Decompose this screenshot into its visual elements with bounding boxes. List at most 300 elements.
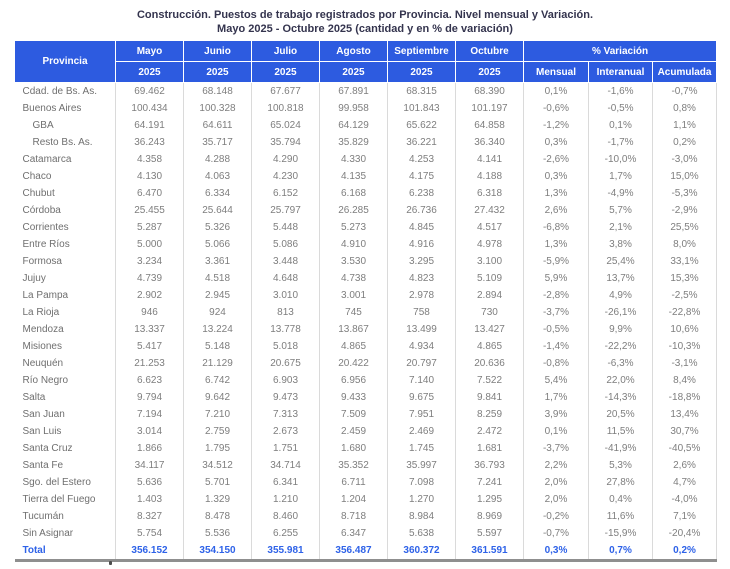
month-value-cell: 21.129 xyxy=(184,355,252,372)
variation-pct-cell: 11,6% xyxy=(589,508,653,525)
variation-pct-cell: -3,1% xyxy=(653,355,717,372)
month-value-cell: 25.797 xyxy=(252,202,320,219)
month-value-cell: 36.221 xyxy=(388,134,456,151)
month-value-cell: 7.951 xyxy=(388,406,456,423)
province-name-cell: Tierra del Fuego xyxy=(15,491,116,508)
month-value-cell: 6.318 xyxy=(456,185,524,202)
title-line-1: Construcción. Puestos de trabajo registrados por Provincia. Nivel mensual y Variación. xyxy=(136,9,594,21)
month-value-cell: 6.711 xyxy=(320,474,388,491)
month-value-cell: 21.253 xyxy=(116,355,184,372)
variation-pct-cell: -3,7% xyxy=(524,304,589,321)
month-value-cell: 5.000 xyxy=(116,236,184,253)
variation-pct-cell: -26,1% xyxy=(589,304,653,321)
month-value-cell: 6.255 xyxy=(252,525,320,542)
month-value-cell: 8.259 xyxy=(456,406,524,423)
table-row xyxy=(15,219,717,236)
month-value-cell: 4.739 xyxy=(116,270,184,287)
table-row xyxy=(15,304,717,321)
month-value-cell: 5.287 xyxy=(116,219,184,236)
month-value-cell: 64.858 xyxy=(456,117,524,134)
province-name-cell: Jujuy xyxy=(15,270,116,287)
variation-pct-cell: 22,0% xyxy=(589,372,653,389)
variation-pct-cell: 2,6% xyxy=(653,457,717,474)
province-name-cell: GBA xyxy=(15,117,116,134)
variation-pct-cell: 1,7% xyxy=(524,389,589,406)
province-name-cell: Resto Bs. As. xyxy=(15,134,116,151)
month-value-cell: 4.253 xyxy=(388,151,456,168)
province-name-cell: Entre Ríos xyxy=(15,236,116,253)
total-variation-pct-cell: 0,2% xyxy=(653,542,717,561)
month-value-cell: 1.403 xyxy=(116,491,184,508)
page-title xyxy=(0,8,730,37)
total-month-value-cell: 355.981 xyxy=(252,542,320,561)
variation-pct-cell: 0,2% xyxy=(653,134,717,151)
month-value-cell: 2.978 xyxy=(388,287,456,304)
province-name-cell: Santa Fe xyxy=(15,457,116,474)
month-value-cell: 5.417 xyxy=(116,338,184,355)
month-value-cell: 4.330 xyxy=(320,151,388,168)
month-value-cell: 3.295 xyxy=(388,253,456,270)
month-value-cell: 4.648 xyxy=(252,270,320,287)
variation-pct-cell: -0,8% xyxy=(524,355,589,372)
month-value-cell: 13.778 xyxy=(252,321,320,338)
province-name-cell: Corrientes xyxy=(15,219,116,236)
total-label-cell: Total xyxy=(15,542,116,561)
month-value-cell: 4.823 xyxy=(388,270,456,287)
month-value-cell: 924 xyxy=(184,304,252,321)
month-value-cell: 100.328 xyxy=(184,100,252,117)
month-value-cell: 65.024 xyxy=(252,117,320,134)
month-value-cell: 9.675 xyxy=(388,389,456,406)
month-value-cell: 35.352 xyxy=(320,457,388,474)
month-value-cell: 6.341 xyxy=(252,474,320,491)
month-value-cell: 100.434 xyxy=(116,100,184,117)
table-row xyxy=(15,270,717,287)
month-value-cell: 99.958 xyxy=(320,100,388,117)
table-row xyxy=(15,83,717,101)
month-value-cell: 4.288 xyxy=(184,151,252,168)
month-value-cell: 27.432 xyxy=(456,202,524,219)
month-value-cell: 1.751 xyxy=(252,440,320,457)
month-value-cell: 6.956 xyxy=(320,372,388,389)
table-row xyxy=(15,474,717,491)
month-value-cell: 5.326 xyxy=(184,219,252,236)
month-value-cell: 36.793 xyxy=(456,457,524,474)
header-row-2 xyxy=(15,62,717,83)
table-row xyxy=(15,100,717,117)
table-row xyxy=(15,508,717,525)
month-value-cell: 13.499 xyxy=(388,321,456,338)
variation-pct-cell: 2,0% xyxy=(524,474,589,491)
month-value-cell: 4.865 xyxy=(456,338,524,355)
month-value-cell: 6.168 xyxy=(320,185,388,202)
month-value-cell: 7.522 xyxy=(456,372,524,389)
variation-pct-cell: 13,4% xyxy=(653,406,717,423)
month-value-cell: 4.845 xyxy=(388,219,456,236)
variation-pct-cell: 15,3% xyxy=(653,270,717,287)
month-value-cell: 69.462 xyxy=(116,83,184,101)
month-value-cell: 101.843 xyxy=(388,100,456,117)
title-line-2: Mayo 2025 - Octubre 2025 (cantidad y en % de variación) xyxy=(217,23,513,36)
month-value-cell: 5.018 xyxy=(252,338,320,355)
month-value-cell: 9.841 xyxy=(456,389,524,406)
month-value-cell: 65.622 xyxy=(388,117,456,134)
month-value-cell: 4.175 xyxy=(388,168,456,185)
total-month-value-cell: 361.591 xyxy=(456,542,524,561)
month-value-cell: 1.745 xyxy=(388,440,456,457)
month-value-cell: 4.358 xyxy=(116,151,184,168)
month-value-cell: 13.224 xyxy=(184,321,252,338)
variation-pct-cell: 5,9% xyxy=(524,270,589,287)
province-name-cell: Mendoza xyxy=(15,321,116,338)
month-value-cell: 64.611 xyxy=(184,117,252,134)
table-row xyxy=(15,202,717,219)
variation-pct-cell: 2,1% xyxy=(589,219,653,236)
month-value-cell: 4.934 xyxy=(388,338,456,355)
col-header-year: 2025 xyxy=(320,62,388,83)
month-value-cell: 1.681 xyxy=(456,440,524,457)
month-value-cell: 2.459 xyxy=(320,423,388,440)
month-value-cell: 758 xyxy=(388,304,456,321)
month-value-cell: 9.642 xyxy=(184,389,252,406)
table-row xyxy=(15,253,717,270)
month-value-cell: 5.638 xyxy=(388,525,456,542)
month-value-cell: 67.677 xyxy=(252,83,320,101)
variation-pct-cell: -2,5% xyxy=(653,287,717,304)
table-row xyxy=(15,134,717,151)
month-value-cell: 26.736 xyxy=(388,202,456,219)
total-month-value-cell: 360.372 xyxy=(388,542,456,561)
stray-mark xyxy=(109,561,112,565)
col-header-variacion-sub: Acumulada xyxy=(653,62,717,83)
month-value-cell: 3.234 xyxy=(116,253,184,270)
variation-pct-cell: 0,4% xyxy=(589,491,653,508)
variation-pct-cell: -4,0% xyxy=(653,491,717,508)
variation-pct-cell: -0,7% xyxy=(524,525,589,542)
month-value-cell: 4.290 xyxy=(252,151,320,168)
month-value-cell: 5.448 xyxy=(252,219,320,236)
province-name-cell: La Pampa xyxy=(15,287,116,304)
month-value-cell: 4.135 xyxy=(320,168,388,185)
month-value-cell: 745 xyxy=(320,304,388,321)
month-value-cell: 4.130 xyxy=(116,168,184,185)
month-value-cell: 64.129 xyxy=(320,117,388,134)
province-name-cell: Salta xyxy=(15,389,116,406)
month-value-cell: 6.742 xyxy=(184,372,252,389)
variation-pct-cell: 8,4% xyxy=(653,372,717,389)
province-name-cell: La Rioja xyxy=(15,304,116,321)
variation-pct-cell: 4,9% xyxy=(589,287,653,304)
month-value-cell: 2.894 xyxy=(456,287,524,304)
total-month-value-cell: 356.152 xyxy=(116,542,184,561)
variation-pct-cell: -18,8% xyxy=(653,389,717,406)
month-value-cell: 1.795 xyxy=(184,440,252,457)
month-value-cell: 8.969 xyxy=(456,508,524,525)
month-value-cell: 4.865 xyxy=(320,338,388,355)
col-header-provincia: Provincia xyxy=(15,41,116,83)
variation-pct-cell: -0,6% xyxy=(524,100,589,117)
total-variation-pct-cell: 0,3% xyxy=(524,542,589,561)
table-row xyxy=(15,355,717,372)
month-value-cell: 100.818 xyxy=(252,100,320,117)
month-value-cell: 13.427 xyxy=(456,321,524,338)
month-value-cell: 5.109 xyxy=(456,270,524,287)
variation-pct-cell: 1,3% xyxy=(524,236,589,253)
month-value-cell: 8.478 xyxy=(184,508,252,525)
variation-pct-cell: 1,7% xyxy=(589,168,653,185)
month-value-cell: 34.117 xyxy=(116,457,184,474)
variation-pct-cell: -10,0% xyxy=(589,151,653,168)
month-value-cell: 3.001 xyxy=(320,287,388,304)
table-row xyxy=(15,389,717,406)
month-value-cell: 13.867 xyxy=(320,321,388,338)
variation-pct-cell: 4,7% xyxy=(653,474,717,491)
province-name-cell: Cdad. de Bs. As. xyxy=(15,83,116,101)
variation-pct-cell: 20,5% xyxy=(589,406,653,423)
variation-pct-cell: 2,2% xyxy=(524,457,589,474)
month-value-cell: 2.673 xyxy=(252,423,320,440)
month-value-cell: 9.433 xyxy=(320,389,388,406)
month-value-cell: 4.518 xyxy=(184,270,252,287)
province-name-cell: Formosa xyxy=(15,253,116,270)
province-name-cell: San Luis xyxy=(15,423,116,440)
table-row xyxy=(15,406,717,423)
variation-pct-cell: -14,3% xyxy=(589,389,653,406)
month-value-cell: 7.194 xyxy=(116,406,184,423)
month-value-cell: 4.188 xyxy=(456,168,524,185)
col-header-year: 2025 xyxy=(388,62,456,83)
col-header-month: Junio xyxy=(184,41,252,62)
month-value-cell: 1.270 xyxy=(388,491,456,508)
month-value-cell: 35.717 xyxy=(184,134,252,151)
month-value-cell: 35.794 xyxy=(252,134,320,151)
month-value-cell: 2.469 xyxy=(388,423,456,440)
variation-pct-cell: -3,0% xyxy=(653,151,717,168)
variation-pct-cell: -1,6% xyxy=(589,83,653,101)
month-value-cell: 5.273 xyxy=(320,219,388,236)
month-value-cell: 64.191 xyxy=(116,117,184,134)
month-value-cell: 5.701 xyxy=(184,474,252,491)
variation-pct-cell: -3,7% xyxy=(524,440,589,457)
month-value-cell: 8.718 xyxy=(320,508,388,525)
variation-pct-cell: 25,4% xyxy=(589,253,653,270)
col-header-month: Mayo xyxy=(116,41,184,62)
month-value-cell: 8.327 xyxy=(116,508,184,525)
month-value-cell: 67.891 xyxy=(320,83,388,101)
variation-pct-cell: -22,8% xyxy=(653,304,717,321)
province-name-cell: Neuquén xyxy=(15,355,116,372)
table-row xyxy=(15,423,717,440)
month-value-cell: 7.098 xyxy=(388,474,456,491)
variation-pct-cell: 27,8% xyxy=(589,474,653,491)
variation-pct-cell: -2,9% xyxy=(653,202,717,219)
table-row xyxy=(15,168,717,185)
variation-pct-cell: 5,3% xyxy=(589,457,653,474)
month-value-cell: 3.010 xyxy=(252,287,320,304)
month-value-cell: 6.152 xyxy=(252,185,320,202)
month-value-cell: 5.754 xyxy=(116,525,184,542)
month-value-cell: 20.675 xyxy=(252,355,320,372)
month-value-cell: 101.197 xyxy=(456,100,524,117)
month-value-cell: 20.422 xyxy=(320,355,388,372)
total-month-value-cell: 354.150 xyxy=(184,542,252,561)
variation-pct-cell: 11,5% xyxy=(589,423,653,440)
provinces-table xyxy=(14,40,717,562)
variation-pct-cell: -5,3% xyxy=(653,185,717,202)
month-value-cell: 6.623 xyxy=(116,372,184,389)
col-header-year: 2025 xyxy=(252,62,320,83)
variation-pct-cell: 15,0% xyxy=(653,168,717,185)
month-value-cell: 6.238 xyxy=(388,185,456,202)
month-value-cell: 5.148 xyxy=(184,338,252,355)
variation-pct-cell: 13,7% xyxy=(589,270,653,287)
total-variation-pct-cell: 0,7% xyxy=(589,542,653,561)
variation-pct-cell: -6,8% xyxy=(524,219,589,236)
month-value-cell: 5.636 xyxy=(116,474,184,491)
month-value-cell: 36.243 xyxy=(116,134,184,151)
variation-pct-cell: 0,1% xyxy=(524,423,589,440)
table-row xyxy=(15,185,717,202)
variation-pct-cell: -2,6% xyxy=(524,151,589,168)
variation-pct-cell: -0,5% xyxy=(524,321,589,338)
table-row xyxy=(15,338,717,355)
variation-pct-cell: 1,3% xyxy=(524,185,589,202)
variation-pct-cell: 3,9% xyxy=(524,406,589,423)
table-row xyxy=(15,525,717,542)
variation-pct-cell: 8,0% xyxy=(653,236,717,253)
month-value-cell: 7.210 xyxy=(184,406,252,423)
month-value-cell: 2.472 xyxy=(456,423,524,440)
month-value-cell: 730 xyxy=(456,304,524,321)
province-name-cell: Misiones xyxy=(15,338,116,355)
month-value-cell: 34.512 xyxy=(184,457,252,474)
month-value-cell: 13.337 xyxy=(116,321,184,338)
header-row-1 xyxy=(15,41,717,62)
province-name-cell: Sgo. del Estero xyxy=(15,474,116,491)
table-row xyxy=(15,321,717,338)
province-name-cell: Río Negro xyxy=(15,372,116,389)
variation-pct-cell: 0,8% xyxy=(653,100,717,117)
variation-pct-cell: -0,5% xyxy=(589,100,653,117)
total-month-value-cell: 356.487 xyxy=(320,542,388,561)
month-value-cell: 6.347 xyxy=(320,525,388,542)
month-value-cell: 3.530 xyxy=(320,253,388,270)
month-value-cell: 7.140 xyxy=(388,372,456,389)
variation-pct-cell: -5,9% xyxy=(524,253,589,270)
province-name-cell: Catamarca xyxy=(15,151,116,168)
variation-pct-cell: -4,9% xyxy=(589,185,653,202)
month-value-cell: 3.361 xyxy=(184,253,252,270)
month-value-cell: 26.285 xyxy=(320,202,388,219)
month-value-cell: 9.473 xyxy=(252,389,320,406)
month-value-cell: 813 xyxy=(252,304,320,321)
table-row xyxy=(15,236,717,253)
col-header-month: Agosto xyxy=(320,41,388,62)
variation-pct-cell: 7,1% xyxy=(653,508,717,525)
month-value-cell: 4.910 xyxy=(320,236,388,253)
variation-pct-cell: 0,3% xyxy=(524,134,589,151)
month-value-cell: 34.714 xyxy=(252,457,320,474)
table-row xyxy=(15,117,717,134)
variation-pct-cell: 33,1% xyxy=(653,253,717,270)
table-row xyxy=(15,491,717,508)
table-row xyxy=(15,151,717,168)
variation-pct-cell: 5,4% xyxy=(524,372,589,389)
month-value-cell: 3.448 xyxy=(252,253,320,270)
province-name-cell: Sin Asignar xyxy=(15,525,116,542)
variation-pct-cell: -6,3% xyxy=(589,355,653,372)
variation-pct-cell: -0,2% xyxy=(524,508,589,525)
month-value-cell: 68.315 xyxy=(388,83,456,101)
variation-pct-cell: -1,7% xyxy=(589,134,653,151)
table-header xyxy=(15,41,717,83)
col-header-month: Septiembre xyxy=(388,41,456,62)
month-value-cell: 8.984 xyxy=(388,508,456,525)
variation-pct-cell: -20,4% xyxy=(653,525,717,542)
province-name-cell: Chaco xyxy=(15,168,116,185)
variation-pct-cell: -1,4% xyxy=(524,338,589,355)
variation-pct-cell: 0,1% xyxy=(589,117,653,134)
variation-pct-cell: 0,3% xyxy=(524,168,589,185)
col-header-variacion: % Variación xyxy=(524,41,717,62)
variation-pct-cell: -22,2% xyxy=(589,338,653,355)
month-value-cell: 4.230 xyxy=(252,168,320,185)
month-value-cell: 6.334 xyxy=(184,185,252,202)
month-value-cell: 2.902 xyxy=(116,287,184,304)
province-name-cell: San Juan xyxy=(15,406,116,423)
month-value-cell: 7.241 xyxy=(456,474,524,491)
month-value-cell: 1.204 xyxy=(320,491,388,508)
month-value-cell: 2.945 xyxy=(184,287,252,304)
month-value-cell: 4.141 xyxy=(456,151,524,168)
variation-pct-cell: -10,3% xyxy=(653,338,717,355)
month-value-cell: 4.063 xyxy=(184,168,252,185)
month-value-cell: 1.295 xyxy=(456,491,524,508)
variation-pct-cell: 2,0% xyxy=(524,491,589,508)
month-value-cell: 8.460 xyxy=(252,508,320,525)
month-value-cell: 7.313 xyxy=(252,406,320,423)
col-header-month: Octubre xyxy=(456,41,524,62)
table-row xyxy=(15,457,717,474)
variation-pct-cell: 30,7% xyxy=(653,423,717,440)
month-value-cell: 20.797 xyxy=(388,355,456,372)
table-body xyxy=(15,83,717,561)
month-value-cell: 5.597 xyxy=(456,525,524,542)
variation-pct-cell: -1,2% xyxy=(524,117,589,134)
month-value-cell: 68.390 xyxy=(456,83,524,101)
col-header-month: Julio xyxy=(252,41,320,62)
month-value-cell: 36.340 xyxy=(456,134,524,151)
province-name-cell: Tucumán xyxy=(15,508,116,525)
variation-pct-cell: -0,7% xyxy=(653,83,717,101)
variation-pct-cell: 3,8% xyxy=(589,236,653,253)
month-value-cell: 6.903 xyxy=(252,372,320,389)
province-name-cell: Santa Cruz xyxy=(15,440,116,457)
month-value-cell: 1.680 xyxy=(320,440,388,457)
month-value-cell: 3.014 xyxy=(116,423,184,440)
month-value-cell: 6.470 xyxy=(116,185,184,202)
month-value-cell: 68.148 xyxy=(184,83,252,101)
month-value-cell: 2.759 xyxy=(184,423,252,440)
table-row xyxy=(15,287,717,304)
month-value-cell: 1.866 xyxy=(116,440,184,457)
month-value-cell: 946 xyxy=(116,304,184,321)
variation-pct-cell: -40,5% xyxy=(653,440,717,457)
month-value-cell: 4.978 xyxy=(456,236,524,253)
table-row xyxy=(15,372,717,389)
province-name-cell: Córdoba xyxy=(15,202,116,219)
month-value-cell: 7.509 xyxy=(320,406,388,423)
